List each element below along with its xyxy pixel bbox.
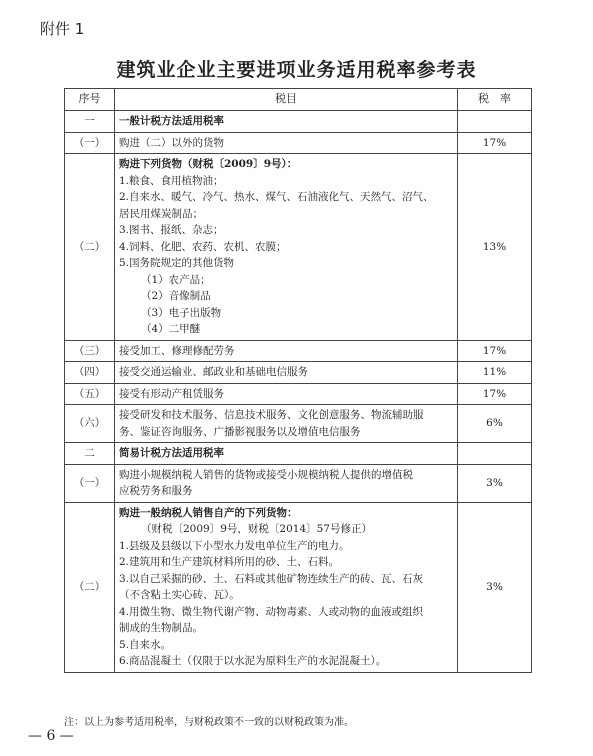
row-seq: （一） — [65, 464, 115, 502]
row-seq: （一） — [65, 132, 115, 154]
row-rate: 3% — [458, 464, 532, 502]
item-line: 务、鉴证咨询服务、广播影视服务以及增值电信服务 — [119, 425, 361, 438]
item-line: 6.商品混凝土（仅限于以水泥为原料生产的水泥混凝土）。 — [119, 655, 387, 667]
item-line: 3.图书、报纸、杂志； — [119, 224, 224, 236]
row-rate: 17% — [458, 132, 532, 154]
row-rate: 3% — [458, 502, 532, 672]
row-rate: 17% — [458, 383, 532, 405]
table-row — [65, 132, 532, 154]
table-row — [65, 464, 532, 502]
table-row — [65, 443, 532, 465]
row-seq: 一 — [65, 111, 115, 133]
row-lead: 购进下列货物（财税〔2009〕9号）： — [119, 158, 298, 170]
row-rate — [458, 111, 532, 133]
item-line: 1.粮食、食用植物油； — [119, 174, 224, 187]
row-item — [115, 464, 458, 502]
tax-rate-table — [64, 88, 532, 673]
row-item — [115, 405, 458, 443]
row-seq: （四） — [65, 362, 115, 384]
row-lead: 购进一般纳税人销售自产的下列货物： — [119, 506, 298, 519]
row-seq: （六） — [65, 405, 115, 443]
header-rate: 税 率 — [458, 89, 532, 111]
row-rate: 13% — [458, 154, 532, 341]
item-line: 5.国务院规定的其他货物 — [119, 257, 235, 269]
table-row — [65, 383, 532, 405]
row-item: 简易计税方法适用税率 — [115, 443, 458, 465]
row-item: 一般计税方法适用税率 — [115, 111, 458, 133]
row-item — [115, 502, 458, 672]
row-rate: 17% — [458, 340, 532, 362]
row-seq: 二 — [65, 443, 115, 465]
item-line: 1.县级及县级以下小型水力发电单位生产的电力。 — [119, 539, 350, 552]
page-number: — 6 — — [28, 728, 74, 744]
item-line: 3.以自己采掘的砂、土、石料或其他矿物连续生产的砖、瓦、石灰 — [119, 572, 424, 585]
table-note: 注：以上为参考适用税率，与财税政策不一致的以财税政策为准。 — [64, 717, 354, 728]
row-seq: （三） — [65, 340, 115, 362]
table-row — [65, 502, 532, 672]
row-rate: 6% — [458, 405, 532, 443]
item-subline: （1）农产品； — [141, 273, 211, 286]
row-seq: （二） — [65, 154, 115, 341]
row-rate: 11% — [458, 362, 532, 384]
item-line: 4.饲料、化肥、农药、农机、农膜； — [119, 240, 287, 253]
item-subline: （3）电子出版物 — [141, 306, 222, 319]
item-line: 居民用煤炭制品； — [119, 207, 203, 220]
row-seq: （五） — [65, 383, 115, 405]
table-row — [65, 154, 532, 341]
document-title: 建筑业企业主要进项业务适用税率参考表 — [116, 59, 477, 81]
row-item: 接受加工、修理修配劳务 — [115, 340, 458, 362]
item-line: 2.建筑用和生产建筑材料所用的砂、土、石料。 — [119, 556, 340, 568]
row-item: 接受交通运输业、邮政业和基础电信服务 — [115, 362, 458, 384]
attachment-label: 附件 1 — [40, 20, 85, 38]
row-rate — [458, 443, 532, 465]
item-line: 制成的生物制品。 — [119, 622, 203, 634]
table-header-row — [65, 89, 532, 111]
item-line: 2.自来水、暖气、冷气、热水、煤气、石油液化气、天然气、沼气、 — [119, 191, 434, 203]
item-line: 购进小规模纳税人销售的货物或接受小规模纳税人提供的增值税 — [119, 468, 413, 481]
item-line: 应税劳务和服务 — [119, 485, 193, 497]
header-seq: 序号 — [65, 89, 115, 111]
row-item: 购进（二）以外的货物 — [115, 132, 458, 154]
row-lead-note: （财税〔2009〕9号，财税〔2014〕57号修正） — [141, 523, 372, 535]
item-line: 接受研发和技术服务、信息技术服务、文化创意服务、物流辅助服 — [119, 409, 424, 421]
item-line: （不含粘土实心砖、瓦）。 — [119, 589, 240, 601]
item-line: 5.自来水。 — [119, 638, 172, 651]
table-row — [65, 362, 532, 384]
item-subline: （2）音像制品 — [141, 290, 211, 302]
row-item — [115, 154, 458, 341]
table-row — [65, 340, 532, 362]
row-seq: （二） — [65, 502, 115, 672]
item-subline: （4）二甲醚 — [141, 323, 201, 335]
table-row — [65, 405, 532, 443]
item-line: 4.用微生物、微生物代谢产物、动物毒素、人或动物的血液或组织 — [119, 605, 424, 618]
table-row — [65, 111, 532, 133]
row-item: 接受有形动产租赁服务 — [115, 383, 458, 405]
header-item: 税目 — [115, 89, 458, 111]
